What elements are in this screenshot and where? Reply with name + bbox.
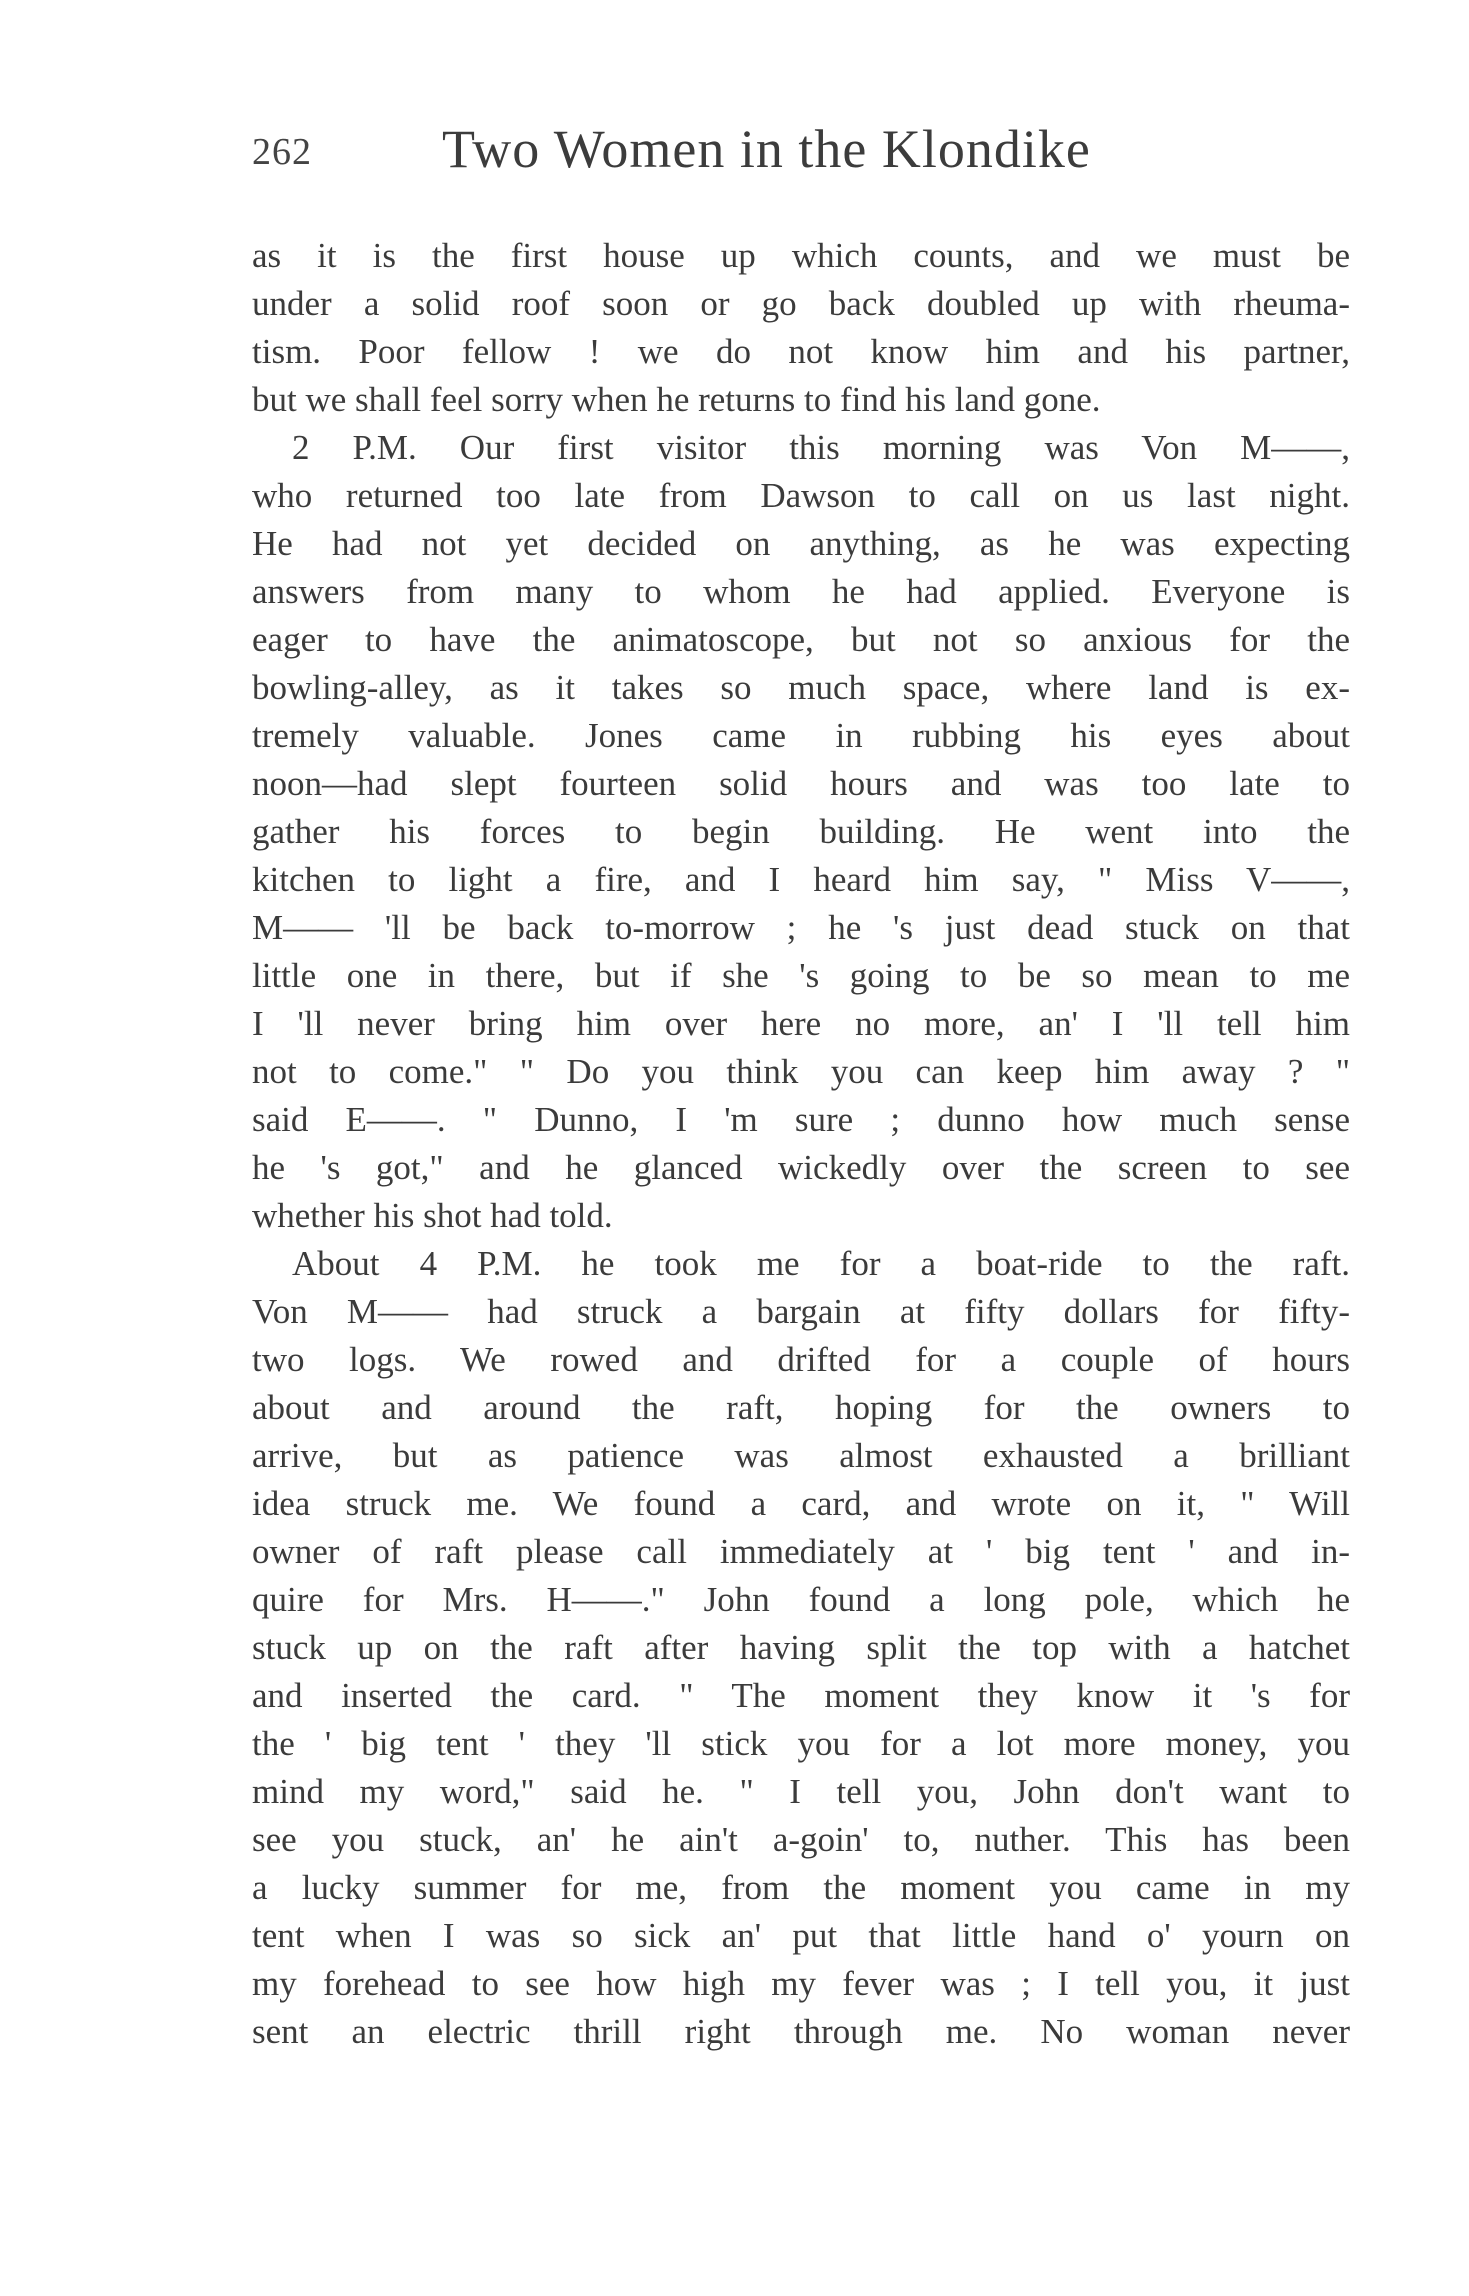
- text-line: quire for Mrs. H——." John found a long pole, which he: [252, 1580, 1350, 1619]
- text-line: the ' big tent ' they 'll stick you for a lot more money, you: [252, 1724, 1350, 1763]
- text-line: bowling-alley, as it takes so much space, where land is ex-: [252, 668, 1350, 707]
- text-line: mind my word," said he. " I tell you, John don't want to: [252, 1772, 1350, 1811]
- text-line: about and around the raft, hoping for the owners to: [252, 1388, 1350, 1427]
- body-text: [252, 232, 1350, 2056]
- text-line: he 's got," and he glanced wickedly over the screen to see: [252, 1148, 1350, 1187]
- text-line: owner of raft please call immediately at ' big tent ' and in-: [252, 1532, 1350, 1571]
- text-line: 2 P.M. Our first visitor this morning was Von M——,: [292, 428, 1350, 467]
- text-line: tremely valuable. Jones came in rubbing his eyes about: [252, 716, 1350, 755]
- text-line: a lucky summer for me, from the moment you came in my: [252, 1868, 1350, 1907]
- text-line: tism. Poor fellow ! we do not know him and his partner,: [252, 332, 1350, 371]
- text-line: said E——. " Dunno, I 'm sure ; dunno how much sense: [252, 1100, 1350, 1139]
- running-title: Two Women in the Klondike: [442, 119, 1091, 179]
- text-line: two logs. We rowed and drifted for a couple of hours: [252, 1340, 1350, 1379]
- text-line: see you stuck, an' he ain't a-goin' to, nuther. This has been: [252, 1820, 1350, 1859]
- text-line: M—— 'll be back to-morrow ; he 's just dead stuck on that: [252, 908, 1350, 947]
- text-line: kitchen to light a fire, and I heard him say, " Miss V——,: [252, 860, 1350, 899]
- text-line: Von M—— had struck a bargain at fifty dollars for fifty-: [252, 1292, 1350, 1331]
- text-line: gather his forces to begin building. He went into the: [252, 812, 1350, 851]
- text-line: my forehead to see how high my fever was ; I tell you, it just: [252, 1964, 1350, 2003]
- text-line: eager to have the animatoscope, but not so anxious for the: [252, 620, 1350, 659]
- text-line: but we shall feel sorry when he returns to find his land gone.: [252, 380, 1101, 419]
- text-line: sent an electric thrill right through me. No woman never: [252, 2012, 1350, 2051]
- page-number: 262: [252, 131, 312, 173]
- text-line: arrive, but as patience was almost exhausted a brilliant: [252, 1436, 1350, 1475]
- text-line: answers from many to whom he had applied. Everyone is: [252, 572, 1350, 611]
- text-line: whether his shot had told.: [252, 1196, 613, 1235]
- text-line: as it is the first house up which counts, and we must be: [252, 236, 1350, 275]
- text-line: who returned too late from Dawson to call on us last night.: [252, 476, 1350, 515]
- text-line: I 'll never bring him over here no more, an' I 'll tell him: [252, 1004, 1350, 1043]
- text-line: He had not yet decided on anything, as he was expecting: [252, 524, 1350, 563]
- text-line: noon—had slept fourteen solid hours and was too late to: [252, 764, 1350, 803]
- text-line: tent when I was so sick an' put that little hand o' yourn on: [252, 1916, 1350, 1955]
- text-line: idea struck me. We found a card, and wrote on it, " Will: [252, 1484, 1350, 1523]
- text-line: About 4 P.M. he took me for a boat-ride to the raft.: [292, 1244, 1350, 1283]
- text-line: under a solid roof soon or go back doubled up with rheuma-: [252, 284, 1350, 323]
- text-line: and inserted the card. " The moment they know it 's for: [252, 1676, 1350, 1715]
- text-line: not to come." " Do you think you can keep him away ? ": [252, 1052, 1350, 1091]
- text-line: little one in there, but if she 's going to be so mean to me: [252, 956, 1350, 995]
- text-line: stuck up on the raft after having split the top with a hatchet: [252, 1628, 1350, 1667]
- page-header: [252, 118, 1352, 198]
